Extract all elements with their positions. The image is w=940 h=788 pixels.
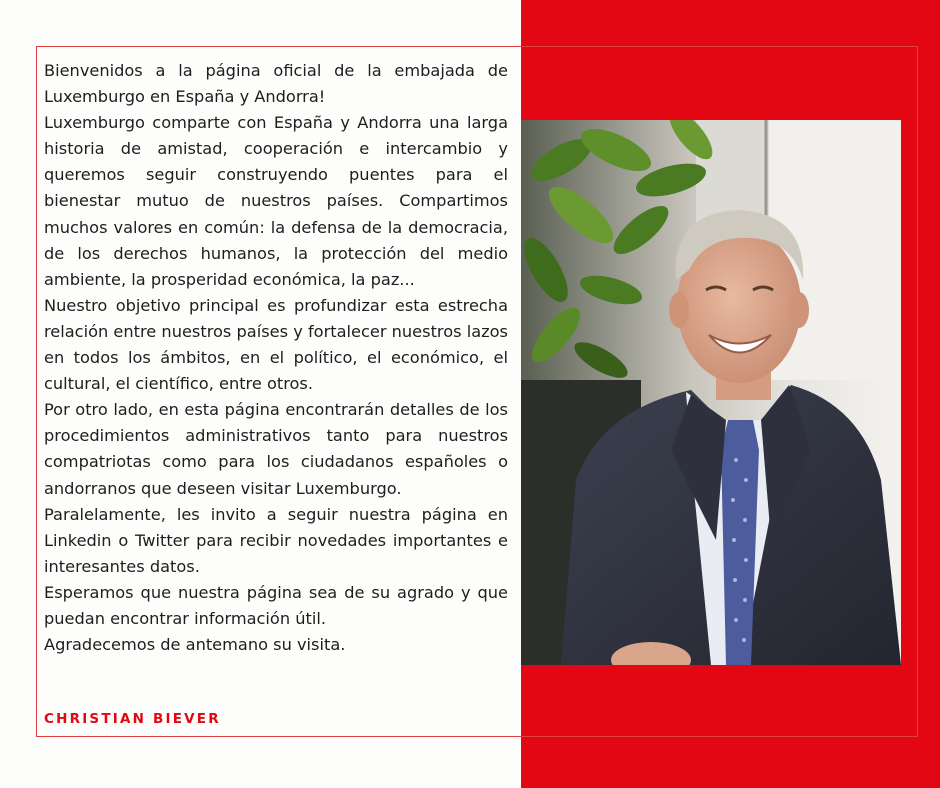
paragraph-thanks: Agradecemos de antemano su visita.: [44, 635, 346, 655]
ambassador-photo: [521, 120, 901, 665]
paragraph-hope: Esperamos que nuestra página sea de su agrado y que puedan encontrar información útil.: [44, 582, 508, 628]
paragraph-social-media: Paralelamente, les invito a seguir nuestra página en Linkedin o Twitter para recibir novedades importantes e interesantes datos.: [44, 504, 508, 576]
signature: CHRISTIAN BIEVER: [44, 711, 221, 727]
paragraph-objective: Nuestro objetivo principal es profundizar esta estrecha relación entre nuestros países y fortalecer nuestros lazos en todos los ámbitos, en el político, el económico, el cultural, el científico, entre otros.: [44, 295, 508, 394]
welcome-message: [44, 58, 508, 658]
paragraph-procedures: Por otro lado, en esta página encontrarán detalles de los procedimientos administrativos tanto para nuestros compatriotas como para los ciudadanos españoles o andorranos que deseen visitar Luxemburgo.: [44, 400, 508, 498]
paragraph-welcome: Bienvenidos a la página oficial de la embajada de Luxemburgo en España y Andorra!: [44, 61, 508, 107]
paragraph-friendship: Luxemburgo comparte con España y Andorra una larga historia de amistad, cooperación e intercambio y queremos seguir construyendo puentes para el bienestar mutuo de nuestros países. Compartimos muchos valores en común: la defensa de la democracia, de los derechos humanos, la protección del medio ambiente, la prosperidad económica, la paz...: [44, 113, 508, 289]
